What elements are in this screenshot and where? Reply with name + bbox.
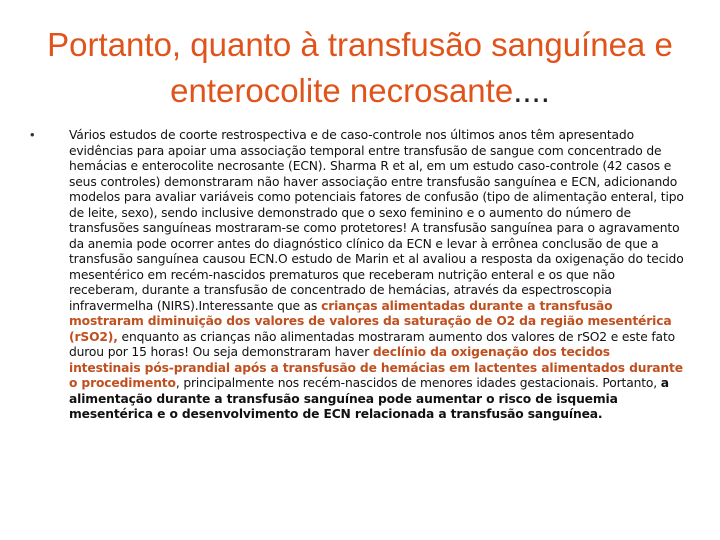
slide-title-ellipsis: ....: [513, 72, 550, 109]
slide-title-text: Portanto, quanto à transfusão sanguínea e enterocolite necrosante: [47, 26, 673, 109]
paragraph-text-3: , principalmente nos recém-nascidos de menores idades gestacionais. Portanto,: [175, 376, 661, 390]
paragraph-text-2: enquanto as crianças não alimentadas mostraram aumento dos valores de rSO2 e este fato durou por 15 horas! Ou seja demonstraram haver: [69, 329, 675, 359]
body-paragraph: [69, 128, 684, 423]
paragraph-text-1: Vários estudos de coorte restrospectiva e de caso-controle nos últimos anos têm apresentado evidências para apoiar uma associação temporal entre transfusão de sangue com concentrado de hemácias e enterocolite necrosante (ECN). Sharma R et al, em um estudo caso-controle (42 casos e seus controles) demonstraram não haver associação entre transfusão sanguínea e ECN, adicionando modelos para avaliar variáveis como potenciais fatores de confusão (tipo de alimentação enteral, tipo de leite, sexo), sendo inclusive demonstrado que o sexo feminino e o aumento do número de transfusões sanguíneas mostraram-se como protetores! A transfusão sanguínea para o agravamento da anemia pode ocorrer antes do diagnóstico clínico da ECN e levar à errônea conclusão de que a transfusão sanguínea causou ECN.O estudo de Marin et al avaliou a resposta da oxigenação do tecido mesentérico em recém-nascidos prematuros que receberam nutrição enteral e os que não receberam, durante a transfusão de concentrado de hemácias, através da espectroscopia infravermelha (NIRS).Interessante que as: [69, 128, 684, 313]
bold-conclusion: a alimentação durante a transfusão sanguínea pode aumentar o risco de isquemia mesentérica e o desenvolvimento de ECN relacionada a transfusão sanguínea.: [69, 376, 669, 421]
slide-title: [20, 22, 700, 114]
highlight-fed-infants: crianças alimentadas durante a transfusão mostraram diminuição dos valores de valores da saturação de O2 da região mesentérica (rSO2),: [69, 298, 672, 344]
bullet-marker: •: [30, 127, 35, 142]
highlight-oxygenation-decline: declínio da oxigenação dos tecidos intestinais pós-prandial após a transfusão de hemácias em lactentes alimentados durante o procedimento: [69, 345, 683, 390]
